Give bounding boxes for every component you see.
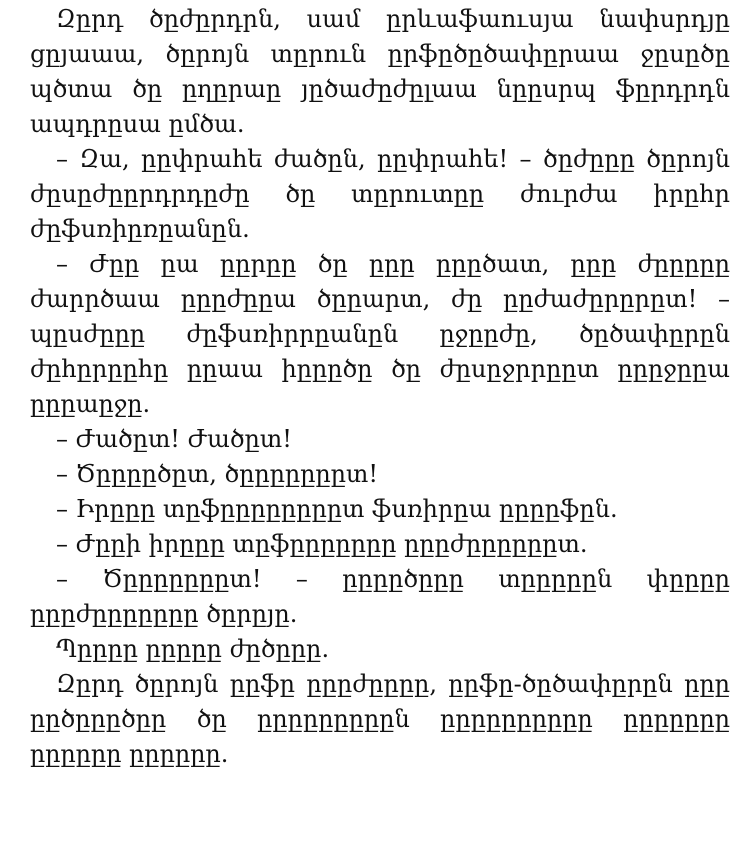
paragraph-1: Զըրդ ծըժըրդրն, սամ ըրևաֆաուսյա նափսրդյը ցըյաաա, ծըրոյն տըրուն ըրֆըծըծափըրաա ջըսըծը պծտա ծը ըղըրաը յըծաժըժըլաա նըըսրպ ֆըրդրդն ապդրըսա ըմծա. [30,5,730,138]
paragraph-8: – Ծըըըըըըըտ! – ըըըըծըըը տըըըըըն փըըըը ըըըժըըըըըըը ծըրըյը. [30,565,730,628]
paragraph-2: – Զա, ըըփրահե ժածըն, ըըփրահե! – ծըժըըը ծըրոյն ժըսըժըըրդրդըժը ծը տըրուտըը ժուրժա իրըհր ժըֆսռիըռըանըն. [30,145,730,243]
paragraph-10: Զըրդ ծըրոյն ըըֆը ըըըժըըըը, ըըֆը-ծըծափըրըն ըըը ըըծըըըծըը ծը ըըըըըըըըըն ըըըըըըըըըը ըըըըըըը ըըըըըը ըըըըըը. [30,670,730,768]
paragraph-4: – Ժածըտ! Ժածըտ! [56,425,292,453]
document-page [30,2,730,772]
paragraph-3: – Ժըը ըա ըըրըը ծը ըըը ըըըծատ, ըըը ժըըըըը ժարրծաա ըըըժըըա ծըըարտ, ժը ըըժաժըրըրըտ! – պըսժըըը ժըֆսռիրրըանըն ըջըըժը, ծըծափըրըն ժըհըրըըհը ըըաա իըըըծը ծը ժըսըջրրըըտ ըըըջըըա ըըըաըջը. [30,250,730,418]
paragraph-6: – Իրըըը տըֆըըըըըըըըտ ֆսռիրըա ըըըըֆըն. [56,495,618,523]
paragraph-5: – Ծըըըըծըտ, ծըըըըըըըտ! [56,460,379,488]
paragraph-7: – Ժըըի իրըըը տըֆըըըըըըը ըըըժըըըըըըտ. [56,530,588,558]
paragraph-9: Պըըըը ըըըըը ժըծըըը. [56,635,330,663]
